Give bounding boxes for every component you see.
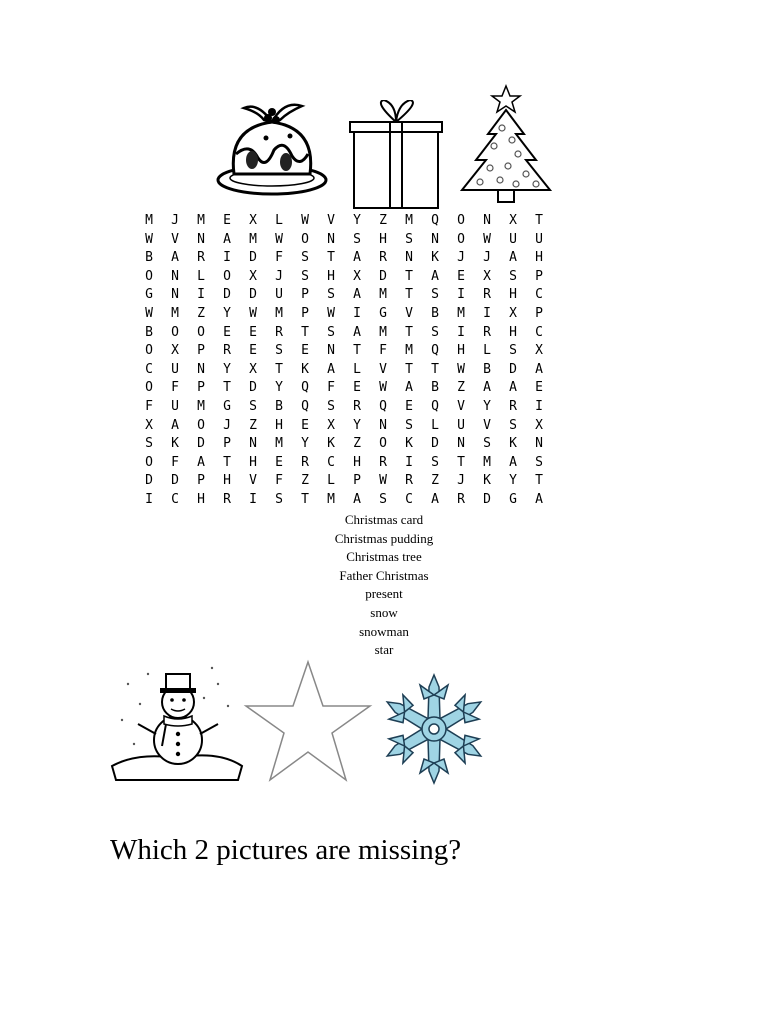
grid-cell: B [145,250,153,266]
grid-cell: M [197,213,205,228]
grid-cell: X [145,417,153,433]
grid-cell: L [353,361,361,377]
grid-cell: B [431,380,439,396]
grid-cell: S [301,250,309,266]
grid-cell: S [249,398,257,414]
grid-cell: H [327,268,335,284]
grid-cell: D [249,287,257,303]
grid-cell: S [145,436,153,452]
grid-cell: R [353,398,361,414]
grid-row [136,324,552,343]
grid-cell: X [327,417,335,433]
grid-cell: T [275,361,283,377]
grid-cell: R [405,473,413,489]
word-list-item: present [365,586,403,602]
grid-row [136,454,552,473]
grid-cell: F [275,473,283,489]
grid-cell: H [197,491,205,507]
grid-cell: S [509,343,517,359]
grid-cell: S [327,398,335,414]
grid-cell: S [405,417,413,433]
grid-cell: N [431,231,439,247]
grid-cell: S [275,343,283,359]
grid-cell: C [535,287,543,303]
word-list-item: star [374,642,394,658]
grid-cell: Z [197,305,205,321]
grid-cell: X [535,417,543,433]
grid-cell: S [483,436,491,452]
grid-cell: T [405,324,413,340]
grid-row [136,305,552,324]
grid-cell: O [145,343,153,359]
grid-cell: S [301,268,309,284]
grid-cell: C [405,491,413,507]
grid-cell: M [457,305,465,321]
grid-cell: Z [379,213,387,228]
grid-cell: M [483,454,491,470]
grid-cell: M [249,231,257,247]
grid-cell: A [535,361,543,377]
grid-cell: I [405,454,413,470]
grid-cell: T [405,287,413,303]
grid-cell: W [145,231,153,247]
grid-cell: T [353,343,361,359]
grid-cell: N [197,361,205,377]
grid-cell: D [249,380,257,396]
grid-row [136,286,552,305]
grid-cell: C [171,491,179,507]
grid-cell: S [275,491,283,507]
grid-cell: Q [301,398,309,414]
grid-row [136,268,552,287]
grid-cell: W [379,473,387,489]
grid-cell: F [379,343,387,359]
grid-cell: F [171,454,179,470]
grid-cell: A [483,380,491,396]
grid-cell: K [431,250,439,266]
word-list [284,511,484,660]
grid-cell: T [301,491,309,507]
grid-cell: H [379,231,387,247]
grid-row [136,398,552,417]
grid-cell: T [301,324,309,340]
grid-cell: D [431,436,439,452]
grid-cell: X [509,305,517,321]
grid-cell: R [197,250,205,266]
word-list-item: snowman [359,623,409,639]
grid-row [136,249,552,268]
grid-cell: V [405,305,413,321]
grid-cell: W [483,231,491,247]
grid-cell: A [327,361,335,377]
grid-cell: S [353,231,361,247]
grid-cell: E [223,213,231,228]
grid-cell: N [405,250,413,266]
grid-cell: E [249,343,257,359]
grid-cell: B [145,324,153,340]
grid-cell: F [275,250,283,266]
grid-cell: O [197,417,205,433]
grid-cell: O [457,213,465,228]
grid-cell: I [197,287,205,303]
grid-cell: Z [457,380,465,396]
grid-cell: O [145,268,153,284]
grid-cell: A [431,491,439,507]
grid-row [136,361,552,380]
grid-cell: S [327,324,335,340]
grid-cell: L [197,268,205,284]
grid-row [136,342,552,361]
grid-cell: N [535,436,543,452]
grid-cell: L [327,473,335,489]
word-search-grid [136,212,552,510]
grid-cell: X [353,268,361,284]
grid-row [136,491,552,510]
grid-cell: M [197,398,205,414]
grid-cell: V [457,398,465,414]
grid-cell: A [353,287,361,303]
grid-cell: E [249,324,257,340]
grid-cell: N [327,343,335,359]
grid-cell: X [249,361,257,377]
grid-cell: N [249,436,257,452]
grid-cell: J [171,213,179,228]
grid-cell: U [171,361,179,377]
grid-cell: A [353,491,361,507]
word-list-item: snow [370,604,398,620]
grid-cell: X [249,213,257,228]
grid-cell: Y [353,213,361,228]
grid-cell: P [197,473,205,489]
grid-cell: A [171,417,179,433]
grid-cell: K [509,436,517,452]
grid-cell: G [379,305,387,321]
grid-cell: J [275,268,283,284]
star-icon [242,658,374,786]
grid-cell: W [457,361,465,377]
snowman-icon [108,654,244,782]
grid-cell: Q [431,343,439,359]
grid-cell: U [171,398,179,414]
grid-cell: M [275,305,283,321]
grid-cell: T [223,380,231,396]
grid-cell: L [431,417,439,433]
grid-cell: A [171,250,179,266]
grid-cell: R [275,324,283,340]
grid-cell: K [483,473,491,489]
grid-cell: O [223,268,231,284]
grid-cell: R [301,454,309,470]
grid-cell: H [535,250,543,266]
grid-cell: M [379,287,387,303]
grid-cell: R [483,287,491,303]
grid-cell: N [379,417,387,433]
grid-cell: Z [431,473,439,489]
grid-cell: Y [301,436,309,452]
grid-cell: N [171,268,179,284]
grid-cell: Z [249,417,257,433]
grid-cell: E [405,398,413,414]
grid-cell: Y [353,417,361,433]
grid-cell: D [379,268,387,284]
grid-cell: O [301,231,309,247]
grid-cell: A [353,324,361,340]
grid-cell: P [223,436,231,452]
grid-cell: I [353,305,361,321]
grid-cell: W [145,305,153,321]
grid-cell: M [405,343,413,359]
grid-cell: H [223,473,231,489]
grid-cell: R [509,398,517,414]
grid-cell: U [535,231,543,247]
grid-cell: U [275,287,283,303]
grid-cell: Q [379,398,387,414]
grid-cell: X [249,268,257,284]
grid-cell: H [457,343,465,359]
grid-cell: E [275,454,283,470]
grid-cell: S [509,417,517,433]
snowflake-icon [372,672,496,786]
question-text: Which 2 pictures are missing? [110,834,462,866]
grid-cell: Q [301,380,309,396]
grid-cell: A [509,380,517,396]
grid-cell: M [275,436,283,452]
word-list-item: Christmas card [344,512,424,527]
grid-cell: N [457,436,465,452]
grid-cell: A [353,250,361,266]
grid-cell: E [301,343,309,359]
grid-cell: A [431,268,439,284]
grid-cell: C [145,361,153,377]
grid-cell: T [535,473,543,489]
christmas-tree-icon [450,84,560,208]
grid-cell: O [379,436,387,452]
grid-cell: G [145,287,153,303]
grid-cell: A [405,380,413,396]
grid-cell: P [353,473,361,489]
grid-cell: S [431,287,439,303]
grid-cell: V [483,417,491,433]
grid-cell: E [535,380,543,396]
grid-cell: L [275,213,283,228]
grid-cell: S [379,491,387,507]
word-list-item: Christmas tree [346,549,422,565]
grid-cell: H [275,417,283,433]
grid-cell: P [535,305,543,321]
grid-cell: H [509,287,517,303]
grid-cell: O [171,324,179,340]
grid-cell: Z [353,436,361,452]
grid-cell: N [327,231,335,247]
grid-row [136,417,552,436]
grid-cell: G [223,398,231,414]
present-icon [344,100,448,212]
grid-cell: I [223,250,231,266]
grid-cell: B [275,398,283,414]
grid-cell: F [145,398,153,414]
grid-cell: S [431,324,439,340]
grid-cell: X [535,343,543,359]
grid-cell: T [405,361,413,377]
word-list-item: Christmas pudding [334,530,434,546]
grid-cell: P [197,343,205,359]
grid-cell: K [405,436,413,452]
grid-cell: P [301,287,309,303]
grid-cell: N [197,231,205,247]
grid-cell: D [197,436,205,452]
grid-cell: N [483,213,491,228]
grid-cell: E [353,380,361,396]
grid-cell: N [171,287,179,303]
grid-cell: T [535,213,543,228]
grid-cell: R [223,491,231,507]
grid-cell: R [483,324,491,340]
grid-cell: R [379,250,387,266]
grid-cell: C [327,454,335,470]
grid-cell: O [145,380,153,396]
grid-row [136,379,552,398]
grid-cell: R [223,343,231,359]
grid-cell: X [483,268,491,284]
grid-cell: M [327,491,335,507]
grid-cell: H [509,324,517,340]
grid-cell: S [431,454,439,470]
grid-cell: H [353,454,361,470]
grid-cell: X [171,343,179,359]
grid-cell: G [509,491,517,507]
grid-cell: S [535,454,543,470]
grid-cell: A [223,231,231,247]
grid-cell: U [457,417,465,433]
grid-cell: X [509,213,517,228]
grid-cell: I [535,398,543,414]
grid-cell: T [457,454,465,470]
grid-cell: D [171,473,179,489]
grid-cell: J [483,250,491,266]
grid-cell: C [535,324,543,340]
grid-cell: D [223,287,231,303]
grid-cell: I [457,324,465,340]
grid-cell: W [301,213,309,228]
grid-cell: K [301,361,309,377]
grid-cell: E [223,324,231,340]
grid-cell: J [457,250,465,266]
grid-cell: U [509,231,517,247]
grid-cell: D [145,473,153,489]
grid-cell: Y [223,305,231,321]
grid-cell: I [457,287,465,303]
grid-cell: W [327,305,335,321]
grid-cell: Y [483,398,491,414]
grid-cell: M [379,324,387,340]
grid-cell: Y [275,380,283,396]
grid-cell: T [327,250,335,266]
grid-cell: V [249,473,257,489]
grid-cell: E [301,417,309,433]
grid-cell: J [457,473,465,489]
grid-cell: L [483,343,491,359]
grid-cell: J [223,417,231,433]
grid-cell: A [509,250,517,266]
grid-cell: D [483,491,491,507]
grid-cell: Y [223,361,231,377]
grid-cell: M [171,305,179,321]
grid-cell: V [379,361,387,377]
grid-cell: T [431,361,439,377]
grid-cell: F [171,380,179,396]
grid-cell: I [249,491,257,507]
grid-cell: F [327,380,335,396]
grid-cell: R [457,491,465,507]
grid-cell: P [535,268,543,284]
grid-cell: O [457,231,465,247]
grid-row [136,212,552,231]
grid-cell: W [249,305,257,321]
grid-cell: Q [431,213,439,228]
christmas-pudding-icon [214,98,330,200]
grid-cell: R [379,454,387,470]
grid-cell: A [535,491,543,507]
grid-cell: P [301,305,309,321]
grid-cell: S [405,231,413,247]
grid-cell: Z [301,473,309,489]
grid-row [136,231,552,250]
grid-cell: M [405,213,413,228]
grid-cell: K [327,436,335,452]
grid-cell: K [171,436,179,452]
grid-cell: B [483,361,491,377]
grid-cell: O [197,324,205,340]
grid-cell: I [145,491,153,507]
grid-cell: Q [431,398,439,414]
grid-cell: Y [509,473,517,489]
grid-cell: O [145,454,153,470]
word-list-item: Father Christmas [339,567,429,583]
grid-cell: S [509,268,517,284]
grid-cell: A [509,454,517,470]
grid-cell: D [249,250,257,266]
grid-row [136,472,552,491]
grid-cell: H [249,454,257,470]
grid-cell: S [327,287,335,303]
grid-cell: M [145,213,153,228]
grid-cell: D [509,361,517,377]
grid-cell: A [197,454,205,470]
grid-cell: T [405,268,413,284]
grid-row [136,435,552,454]
grid-cell: T [223,454,231,470]
grid-cell: P [197,380,205,396]
grid-cell: V [327,213,335,228]
grid-cell: V [171,231,179,247]
grid-cell: E [457,268,465,284]
grid-cell: B [431,305,439,321]
grid-cell: W [379,380,387,396]
grid-cell: W [275,231,283,247]
grid-cell: I [483,305,491,321]
